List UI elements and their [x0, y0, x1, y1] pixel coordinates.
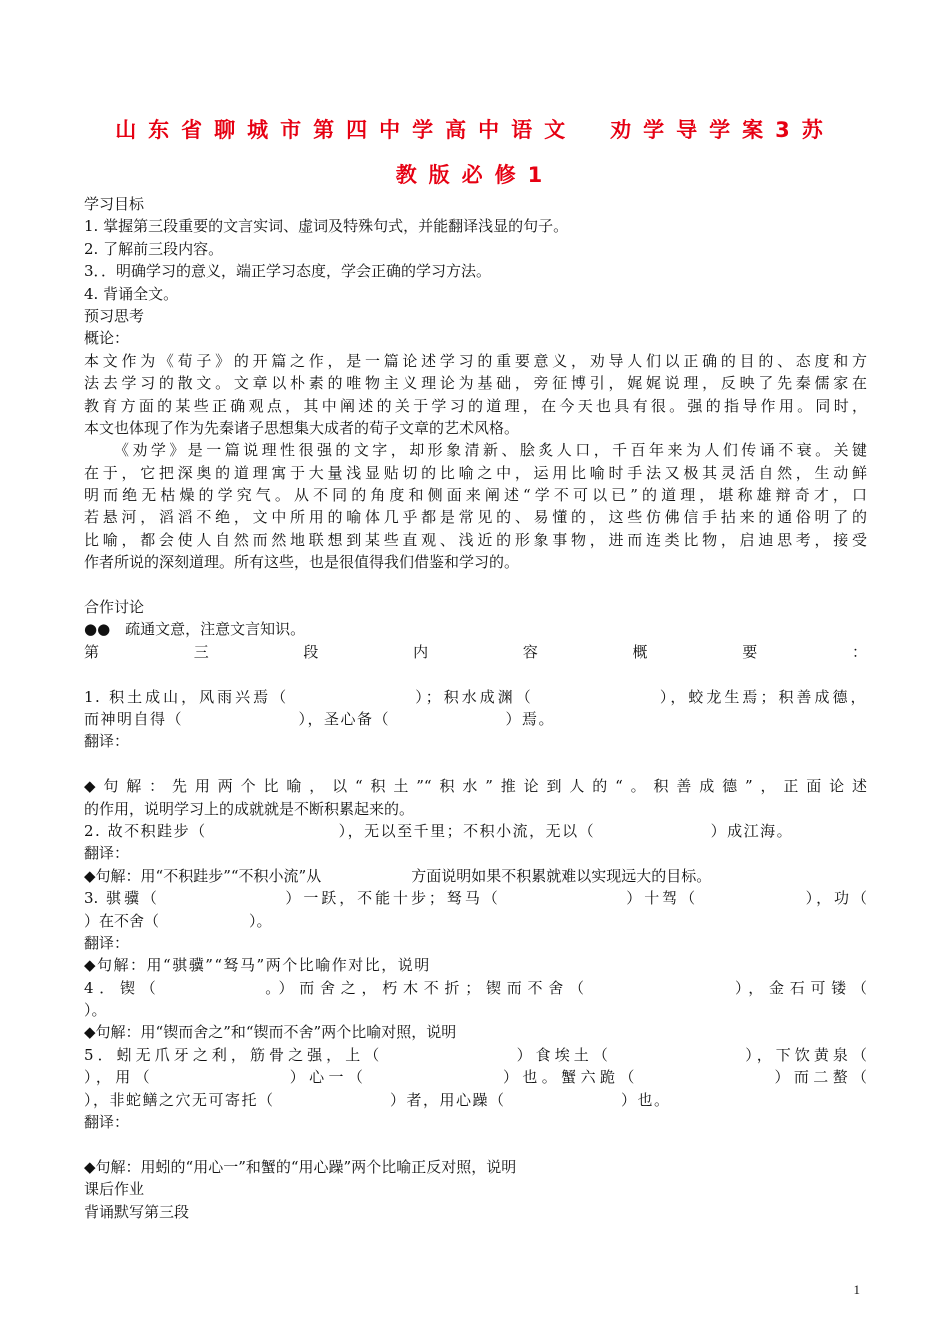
text-line: 翻译：	[84, 732, 130, 751]
text-line: 学习目标	[84, 195, 145, 213]
text-line: 课后作业	[84, 1180, 145, 1199]
blank-line	[84, 663, 867, 685]
document-title-line-2: 教版必修1	[395, 163, 555, 187]
text-line: 翻译：	[84, 933, 130, 952]
text-line: 4. 背诵全文。	[84, 284, 179, 303]
text-line: 预习思考	[84, 306, 145, 325]
text-line: 的作用，说明学习上的成就就是不断积累起来的。	[84, 799, 415, 818]
blank-line	[84, 574, 867, 596]
text-line: 明而绝无枯燥的学究气。从不同的角度和侧面来阐述“学不可以已”的道理，堪称雄辩奇才，口	[84, 486, 867, 505]
page-number: 1	[853, 1282, 860, 1297]
text-line: ），用（ ）心一（ ）也。蟹六跪（ ）而二螯（	[84, 1068, 867, 1087]
text-line: 本文作为《荀子》的开篇之作，是一篇论述学习的重要意义，劝导人们以正确的目的、态度和方	[84, 351, 867, 370]
text-line: 而神明自得（ ），圣心备（ ）焉。	[84, 709, 556, 728]
text-line: ●● 疏通文意，注意文言知识。	[84, 620, 306, 639]
blank-line	[84, 1133, 867, 1155]
text-line: ◆句解：先用两个比喻，以“积土”“积水”推论到人的“。积善成德”，正面论述	[84, 777, 867, 796]
text-line: 在于，它把深奥的道理寓于大量浅显贴切的比喻之中，运用比喻时手法又极其灵活自然，生动鲜	[84, 463, 867, 482]
text-line: 1. 掌握第三段重要的文言实词、虚词及特殊句式，并能翻译浅显的句子。	[84, 217, 569, 236]
text-line: 概论：	[84, 329, 130, 348]
text-line: ）。	[84, 1001, 107, 1020]
text-line: 翻译：	[84, 844, 130, 863]
text-line: ）在不舍（ ）。	[84, 911, 272, 930]
text-line: 1. 积土成山，风雨兴焉（ ）；积水成渊（ ），蛟龙生焉；积善成德，	[84, 687, 867, 706]
text-line: 3．．明确学习的意义，端正学习态度，学会正确的学习方法。	[84, 262, 492, 281]
text-line: 合作讨论	[84, 598, 145, 617]
text-line: ◆句解：用“不积跬步”“不积小流”从 方面说明如果不积累就难以实现远大的目标。	[84, 866, 712, 885]
text-line: 教育方面的某些正确观点，其中阐述的关于学习的道理，在今天也具有很。强的指导作用。同时，	[84, 396, 867, 415]
text-line: ◆句解：用“锲而舍之”和“锲而不舍”两个比喻对照，说明	[84, 1023, 457, 1042]
text-line: 3. 骐骥（ ）一跃，不能十步；驽马（ ）十驾（ ），功（	[84, 889, 867, 908]
text-line: 背诵默写第三段	[84, 1202, 190, 1221]
text-line: ），非蛇鳝之穴无可寄托（ ）者，用心躁（ ）也。	[84, 1090, 671, 1109]
text-line: ◆句解：用“骐骥”“驽马”两个比喻作对比，说明	[84, 956, 431, 975]
text-line: ◆句解：用蚓的“用心一”和蟹的“用心躁”两个比喻正反对照，说明	[84, 1157, 517, 1176]
text-line: 翻译：	[84, 1113, 130, 1132]
text-line: 第 三 段 内 容 概 要 ：	[84, 642, 867, 661]
text-line: 2. 了解前三段内容。	[84, 239, 224, 258]
text-line: 本文也体现了作为先秦诸子思想集大成者的荀子文章的艺术风格。	[84, 418, 520, 437]
text-line: 2. 故不积跬步（ ），无以至千里；不积小流，无以（ ）成江海。	[84, 821, 794, 840]
blank-line	[84, 753, 867, 775]
text-line: 4．锲（ 。）而舍之，朽木不折；锲而不舍（ ），金石可镂（	[84, 978, 867, 997]
text-line: 《劝学》是一篇说理性很强的文字，却形象清新、脍炙人口，千百年来为人们传诵不衰。关键	[114, 441, 867, 460]
text-line: 比喻，都会使人自然而然地联想到某些直观、浅近的形象事物，进而连类比物，启迪思考，接受	[84, 530, 867, 549]
document-title-line-1: 山东省聊城市第四中学高中语文 劝学导学案3苏	[115, 118, 835, 142]
document-body	[84, 193, 867, 1223]
text-line: 5．蚓无爪牙之利，筋骨之强，上（ ）食埃土（ ），下饮黄泉（	[84, 1045, 867, 1064]
text-line: 法去学习的散文。文章以朴素的唯物主义理论为基础，旁征博引，娓娓说理，反映了先秦儒家在	[84, 374, 867, 393]
text-line: 若悬河，滔滔不绝，文中所用的喻体几乎都是常见的、易懂的，这些仿佛信手拈来的通俗明了的	[84, 508, 867, 527]
text-line: 作者所说的深刻道理。所有这些，也是很值得我们借鉴和学习的。	[84, 553, 520, 572]
